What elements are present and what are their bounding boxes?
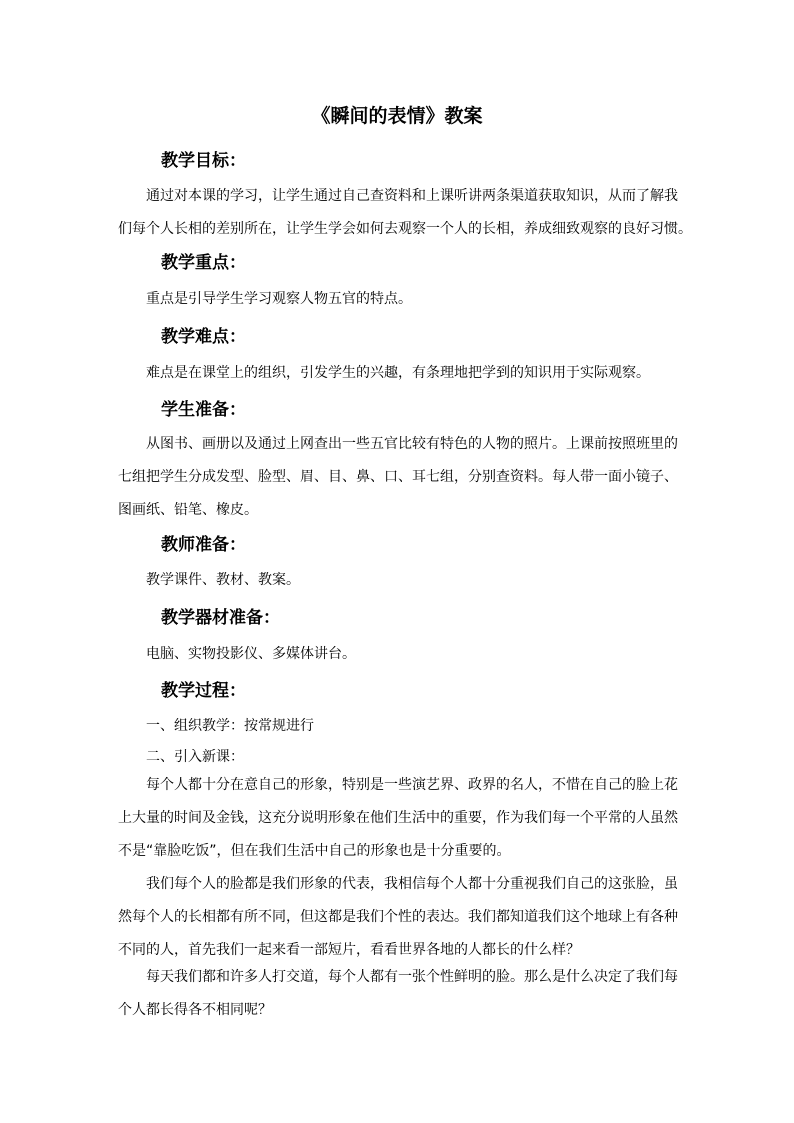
paragraph-line: 我们每个人的脸都是我们形象的代表，我相信每个人都十分重视我们自己的这张脸，虽: [146, 876, 678, 892]
heading-focus: 教学重点：: [161, 253, 246, 273]
paragraph-line: 不是“靠脸吃饭”，但在我们生活中自己的形象也是十分重要的。: [118, 843, 511, 859]
paragraph-line: 上大量的时间及金钱，这充分说明形象在他们生活中的重要，作为我们每一个平常的人虽然: [118, 810, 678, 826]
paragraph-process-2: [118, 868, 678, 967]
heading-student-prep: 学生准备：: [161, 400, 246, 420]
paragraph-line: 通过对本课的学习，让学生通过自己查资料和上课听讲两条渠道获取知识，从而了解我: [146, 188, 678, 204]
paragraph-difficulty: 难点是在课堂上的组织，引发学生的兴趣，有条理地把学到的知识用于实际观察。: [146, 365, 650, 381]
paragraph-equipment: 电脑、实物投影仪、多媒体讲台。: [146, 646, 356, 662]
document-title: 《瞬间的表情》教案: [311, 105, 483, 127]
paragraph-line: 不同的人，首先我们一起来看一部短片，看看世界各地的人都长的什么样？: [118, 942, 580, 958]
paragraph-line: 每个人都十分在意自己的形象，特别是一些演艺界、政界的名人，不惜在自己的脸上花: [146, 777, 678, 793]
heading-equipment: 教学器材准备：: [161, 608, 280, 628]
paragraph-process-1: [118, 769, 678, 868]
heading-goals: 教学目标：: [161, 151, 246, 171]
paragraph-line: 从图书、画册以及通过上网查出一些五官比较有特色的人物的照片。上课前按照班里的: [146, 436, 678, 452]
paragraph-line: 们每个人长相的差别所在，让学生学会如何去观察一个人的长相，养成细致观察的良好习惯。: [118, 221, 692, 237]
paragraph-focus: 重点是引导学生学习观察人物五官的特点。: [146, 291, 412, 307]
paragraph-line: 个人都长得各不相同呢？: [118, 1002, 272, 1018]
heading-difficulty: 教学难点：: [161, 327, 246, 347]
paragraph-student-prep: [118, 428, 678, 527]
paragraph-process-3: [118, 961, 678, 1027]
process-step-2: 二、引入新课：: [146, 749, 244, 765]
paragraph-line: 七组把学生分成发型、脸型、眉、目、鼻、口、耳七组，分别查资料。每人带一面小镜子、: [118, 469, 678, 485]
heading-teacher-prep: 教师准备：: [161, 535, 246, 555]
heading-process: 教学过程：: [161, 681, 246, 701]
process-step-1: 一、组织教学：按常规进行: [146, 718, 314, 734]
paragraph-line: 每天我们都和许多人打交道，每个人都有一张个性鲜明的脸。那么是什么决定了我们每: [146, 969, 678, 985]
paragraph-teacher-prep: 教学课件、教材、教案。: [146, 572, 300, 588]
paragraph-line: 然每个人的长相都有所不同，但这都是我们个性的表达。我们都知道我们这个地球上有各种: [118, 909, 678, 925]
paragraph-line: 图画纸、铅笔、橡皮。: [118, 502, 258, 518]
paragraph-goals: [118, 180, 692, 246]
